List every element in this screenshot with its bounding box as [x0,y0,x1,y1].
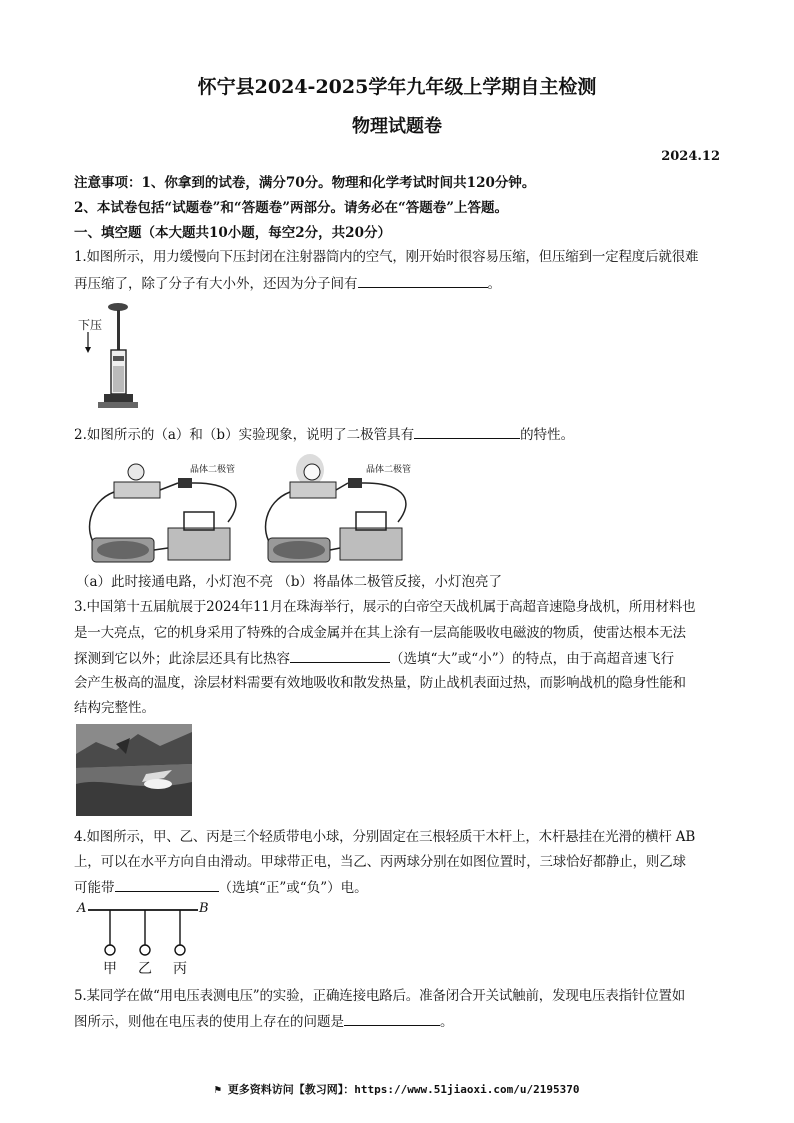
q3-line-2: 是一大亮点，它的机身采用了特殊的合成金属并在其上涂有一层高能吸收电磁波的物质，使雷达根本无法 [74,625,686,641]
q5-answer-blank[interactable] [344,1012,440,1026]
press-label: 下压 [78,318,103,332]
q2-text: 2.如图所示的（a）和（b）实验现象，说明了二极管具有 [74,427,415,443]
q5-line-1: 5.某同学在做“用电压表测电压”的实验，正确连接电路后。准备闭合开关试触前，发现电压表指针位置如 [74,988,686,1004]
notice-line-1: 注意事项：1、你拿到的试卷，满分70分。物理和化学考试时间共120分钟。 [74,175,536,191]
footer-link[interactable]: 更多资料访问【教习网】：https://www.51jiaoxi.com/u/2195370 [227,1083,580,1096]
notice-line-2: 2、本试卷包括“试题卷”和“答题卷”两部分。请务必在“答题卷”上答题。 [74,200,508,216]
diode-label-b: 晶体二极管 [366,465,412,475]
q3-line-5: 结构完整性。 [74,700,155,716]
q4-text-end: （选填“正”或“负”）电。 [218,880,368,896]
q4-line-1: 4.如图所示，甲、乙、丙是三个轻质带电小球，分别固定在三根轻质干木杆上，木杆悬挂在光滑的横杆 AB [74,829,696,845]
q3-line-1: 3.中国第十五届航展于2024年11月在珠海举行，展示的白帝空天战机属于高超音速隐身战机，所用材料也 [74,599,696,615]
q5-text-end: 。 [440,1014,454,1030]
q4-line-2: 上，可以在水平方向自由滑动。甲球带正电，当乙、丙两球分别在如图位置时，三球恰好都静止，则乙球 [74,854,686,870]
footer [0,1081,794,1097]
q5-text: 图所示，则他在电压表的使用上存在的问题是 [74,1014,344,1030]
q1-text-end: 。 [487,276,501,292]
label-b: B [199,901,209,916]
q3-answer-blank[interactable] [290,649,390,663]
charged-balls-figure [74,898,214,978]
diode-circuit-figure [78,452,438,570]
q3-text: 探测到它以外；此涂层还具有比热容 [74,651,290,667]
q2-caption: （a）此时接通电路，小灯泡不亮 （b）将晶体二极管反接，小灯泡亮了 [76,574,502,590]
q5-line-2 [74,1012,454,1031]
q1-text: 再压缩了，除了分子有大小外，还因为分子间有 [74,276,358,292]
aircraft-photo [76,724,192,816]
page-title: 怀宁县2024-2025学年九年级上学期自主检测 [197,76,597,98]
q3-text-end: （选填“大”或“小”）的特点，由于高超音速飞行 [390,651,675,667]
q1-answer-blank[interactable] [358,274,488,288]
q2-answer-blank[interactable] [414,425,520,439]
label-a: A [77,901,87,916]
q1-line-1: 1.如图所示，用力缓慢向下压封闭在注射器筒内的空气，刚开始时很容易压缩，但压缩到一定程度后就很难 [74,249,699,265]
q1-line-2 [74,274,501,293]
q2-text-end: 的特性。 [520,427,575,443]
aircraft-image-icon [76,724,192,816]
q3-line-3 [74,649,674,668]
ball-yi-label: 乙 [138,961,152,977]
syringe-icon [74,298,144,410]
flag-icon: ⚑ [214,1083,222,1096]
section-heading: 一、填空题（本大题共10小题，每空2分，共20分） [74,225,391,241]
exam-date: 2024.12 [661,149,720,164]
diode-label-a: 晶体二极管 [190,465,236,475]
ball-jia-label: 甲 [103,961,117,977]
q4-answer-blank[interactable] [115,878,219,892]
q4-line-3 [74,878,368,897]
syringe-figure [74,298,144,410]
page-subtitle: 物理试题卷 [352,116,442,137]
q2-line [74,425,574,444]
q3-line-4: 会产生极高的温度，涂层材料需要有效地吸收和散发热量，防止战机表面过热，而影响战机的隐身性能和 [74,675,686,691]
q4-text: 可能带 [74,880,115,896]
ball-bing-label: 丙 [173,961,187,977]
